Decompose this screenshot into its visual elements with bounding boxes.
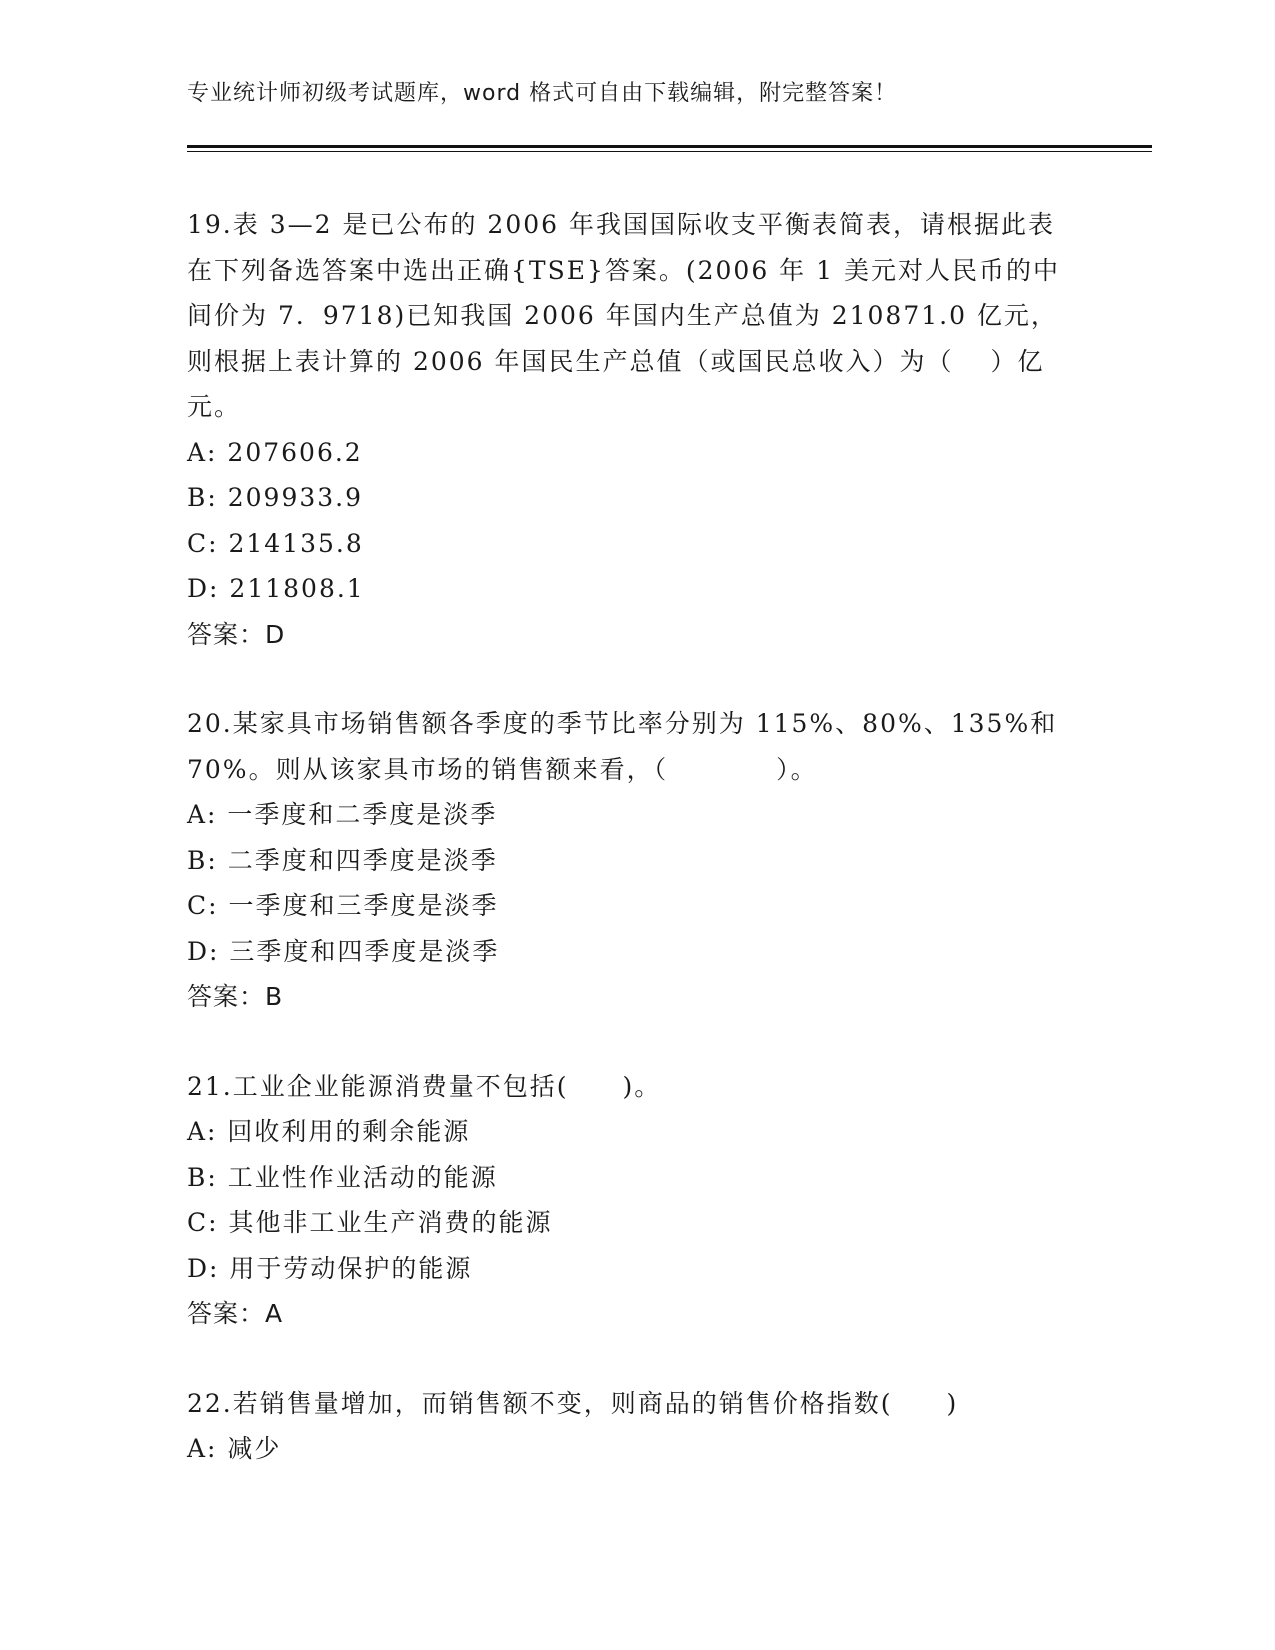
option-c: C: 其他非工业生产消费的能源 <box>187 1208 553 1237</box>
question-stem: 20.某家具市场销售额各季度的季节比率分别为 115%、80%、135%和 70%。则从该家具市场的销售额来看，（ ）。 <box>187 709 1058 784</box>
option-b: B: 工业性作业活动的能源 <box>187 1162 498 1192</box>
question-stem: 22.若销售量增加，而销售额不变，则商品的销售价格指数( ) <box>187 1388 959 1418</box>
header-rule-thin <box>187 151 1152 152</box>
answer-label: 答案：D <box>187 619 286 649</box>
header-note: 专业统计师初级考试题库，word 格式可自由下载编辑，附完整答案！ <box>187 81 898 106</box>
option-d: D: 用于劳动保护的能源 <box>187 1253 473 1283</box>
question-20 <box>187 701 1067 1020</box>
option-b: B: 209933.9 <box>187 483 364 512</box>
option-a: A: 一季度和二季度是淡季 <box>187 800 498 829</box>
question-stem: 21.工业企业能源消费量不包括( )。 <box>187 1071 662 1101</box>
option-b: B: 二季度和四季度是淡季 <box>187 845 498 875</box>
question-22 <box>187 1381 1067 1472</box>
question-19 <box>187 202 1067 657</box>
answer-label: 答案：B <box>187 982 284 1011</box>
option-a: A: 减少 <box>187 1434 282 1463</box>
option-a: A: 回收利用的剩余能源 <box>187 1117 471 1146</box>
question-stem: 19.表 3—2 是已公布的 2006 年我国国际收支平衡表简表，请根据此表在下列备选答案中选出正确{TSE}答案。(2006 年 1 美元对人民币的中间价为 7．9718)已知我国 2006 年国内生产总值为 210871.0 亿元，则根据上表计算的 2006 年国民生产总值（或国民总收入）为（ ）亿元。 <box>187 210 1060 421</box>
option-d: D: 三季度和四季度是淡季 <box>187 936 500 966</box>
option-a: A: 207606.2 <box>187 437 363 467</box>
option-d: D: 211808.1 <box>187 574 365 603</box>
question-21 <box>187 1064 1067 1337</box>
question-list <box>187 202 1067 1516</box>
answer-label: 答案：A <box>187 1299 284 1328</box>
option-c: C: 214135.8 <box>187 528 364 558</box>
option-c: C: 一季度和三季度是淡季 <box>187 891 499 920</box>
header-rule-thick <box>187 145 1152 148</box>
